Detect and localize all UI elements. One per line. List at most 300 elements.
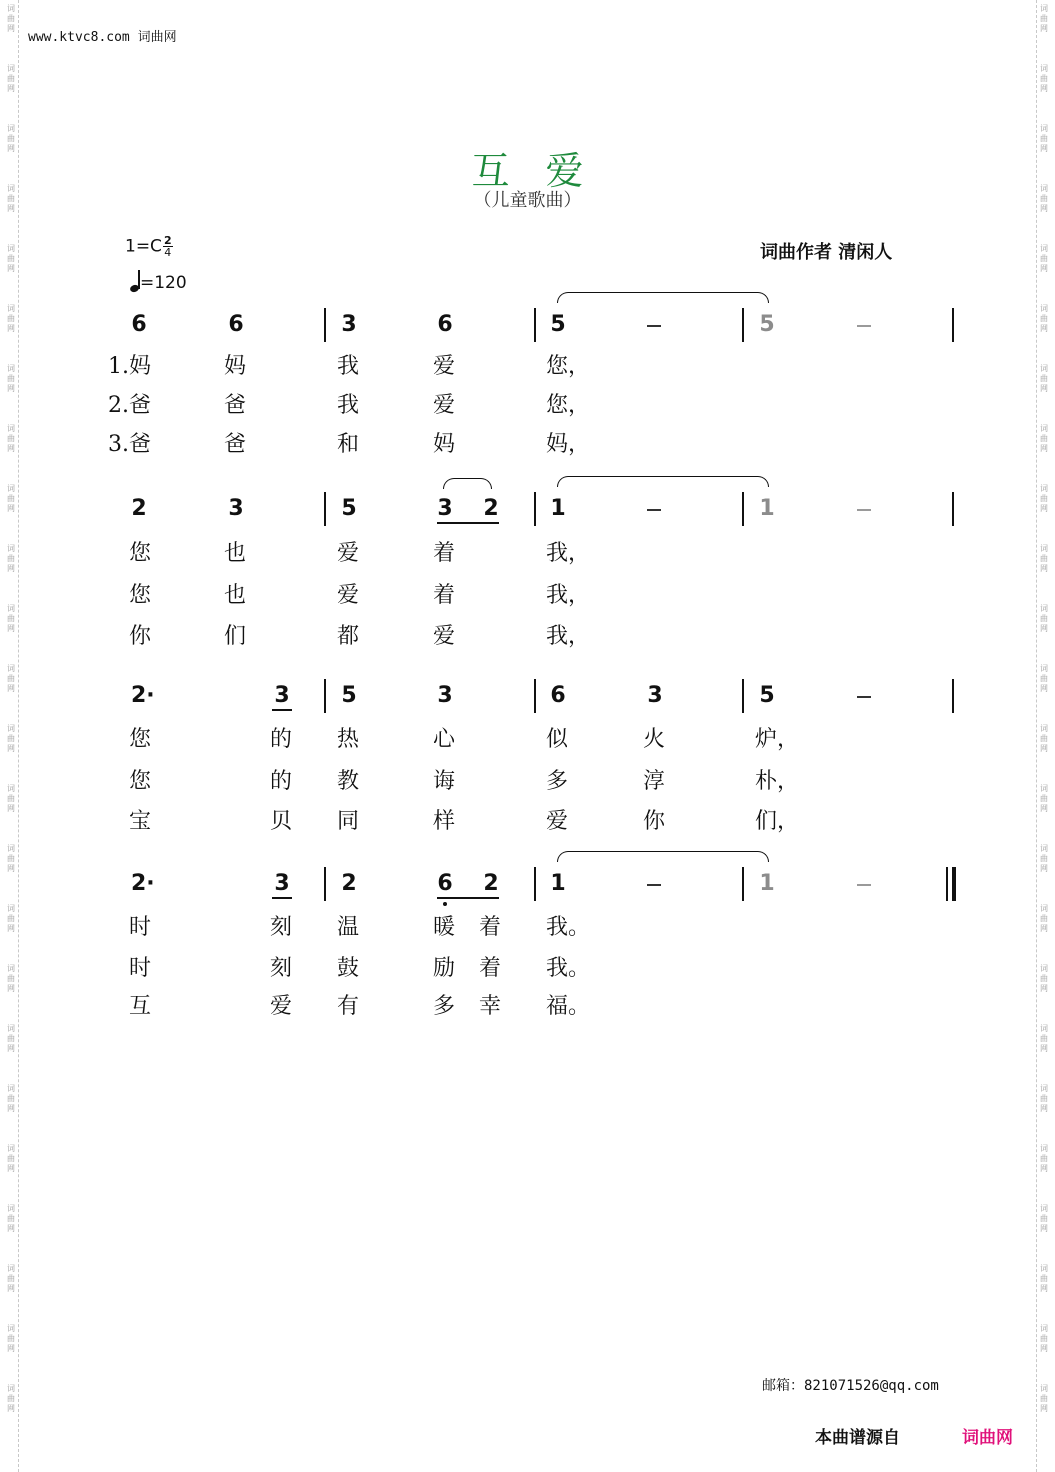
dash [857,696,871,698]
watermark-glyph: 曲 [7,1334,15,1343]
watermark-glyph: 曲 [7,74,15,83]
watermark-glyphs [1037,1380,1051,1440]
note: 5 [759,683,775,708]
note: 5 [759,312,775,337]
note: 3 [437,496,453,521]
brand-link[interactable]: 词曲网 [962,1428,1013,1448]
watermark-glyph: 词 [7,904,15,913]
barline [534,492,536,526]
barline [742,308,744,342]
note: 3 [228,496,244,521]
barline [534,308,536,342]
watermark-glyph: 曲 [1040,1274,1048,1283]
watermark-glyph: 词 [1040,1384,1048,1393]
watermark-glyph: 网 [7,864,15,873]
barline [534,867,536,901]
watermark-glyph: 曲 [1040,974,1048,983]
watermark-glyph: 网 [1040,1164,1048,1173]
watermark-glyphs [4,1140,18,1200]
watermark-glyph: 网 [7,1044,15,1053]
watermark-glyphs [4,1020,18,1080]
watermark-glyph: 曲 [1040,314,1048,323]
tempo-value: =120 [140,273,187,293]
lyric: 妈， [546,432,591,457]
note: 5 [341,683,357,708]
watermark-glyphs [4,420,18,480]
dash [647,884,661,886]
watermark-glyph: 词 [1040,784,1048,793]
site-url[interactable]: www.ktvc8.com 词曲网 [28,30,177,45]
watermark-glyph: 曲 [7,1154,15,1163]
watermark-glyphs [1037,780,1051,840]
watermark-glyph: 词 [7,1264,15,1273]
lyric: 我。 [546,956,591,981]
watermark-glyph: 网 [7,324,15,333]
time-signature [163,235,173,258]
lyric: 温 [337,915,360,940]
barline [324,679,326,713]
lyric: 爸 [224,393,247,418]
key-signature [125,235,173,258]
watermark-glyph: 网 [1040,1104,1048,1113]
lyric: 你 [129,624,152,649]
lyric: 爱 [433,354,456,379]
watermark-glyph: 词 [1040,484,1048,493]
watermark-glyph: 曲 [1040,374,1048,383]
lyric: 我， [546,541,591,566]
watermark-glyph: 网 [1040,984,1048,993]
watermark-glyph: 网 [7,1164,15,1173]
watermark-glyph: 词 [7,364,15,373]
note: 3 [274,683,290,708]
tie [557,476,769,487]
watermark-glyph: 网 [1040,84,1048,93]
watermark-glyph: 网 [1040,444,1048,453]
note: 1 [550,496,566,521]
lyric: 我， [546,624,591,649]
watermark-glyph: 词 [1040,544,1048,553]
barline [952,679,954,713]
key-label: 1=C [125,236,162,257]
watermark-glyph: 词 [7,1024,15,1033]
watermark-glyph: 曲 [7,554,15,563]
lyric: 您 [129,541,152,566]
barline [324,308,326,342]
watermark-glyph: 曲 [1040,1154,1048,1163]
watermark-glyph: 词 [7,1204,15,1213]
lyric: 贝 [270,809,293,834]
watermark-glyph: 词 [1040,1084,1048,1093]
note: 5 [341,496,357,521]
lyric: 互 [129,994,152,1019]
watermark-glyphs [1037,420,1051,480]
note: 2· [131,683,155,708]
watermark-glyph: 网 [7,744,15,753]
watermark-glyph: 词 [1040,64,1048,73]
time-denominator: 4 [164,246,172,259]
sixteenth-underline [272,897,292,899]
lyric: 诲 [433,769,456,794]
watermark-glyph: 网 [7,684,15,693]
watermark-glyph: 曲 [7,1214,15,1223]
lyric: 爱 [337,541,360,566]
lyric: 时 [129,915,152,940]
watermark-glyph: 网 [7,1104,15,1113]
watermark-glyph: 曲 [1040,14,1048,23]
lyric: 爱 [270,994,293,1019]
contact-email[interactable]: 邮箱：821071526@qq.com [762,1378,939,1394]
watermark-glyph: 网 [7,264,15,273]
watermark-glyph: 曲 [1040,614,1048,623]
lyric: 妈 [224,354,247,379]
note: 2· [131,871,155,896]
lyric: 同 [337,809,360,834]
watermark-glyphs [1037,720,1051,780]
watermark-glyph: 词 [7,1384,15,1393]
lyric: 们 [224,624,247,649]
watermark-glyph: 曲 [1040,1334,1048,1343]
lyric: 和 [337,432,360,457]
watermark-glyph: 网 [1040,384,1048,393]
watermark-glyph: 曲 [1040,134,1048,143]
watermark-glyph: 词 [1040,1264,1048,1273]
lyric: 你 [643,809,666,834]
dash [857,325,871,327]
lyric: 多 [546,769,569,794]
watermark-glyph: 曲 [7,1034,15,1043]
barline [324,492,326,526]
watermark-glyph: 网 [1040,1044,1048,1053]
watermark-glyphs [1037,360,1051,420]
watermark-glyph: 词 [1040,844,1048,853]
lyric: 朴， [755,769,800,794]
watermark-glyph: 词 [1040,1144,1048,1153]
watermark-glyphs [1037,0,1051,60]
watermark-glyphs [1037,1320,1051,1380]
watermark-glyph: 词 [1040,424,1048,433]
lyric: 时 [129,956,152,981]
watermark-glyphs [1037,1020,1051,1080]
watermark-glyph: 网 [7,804,15,813]
note: 6 [437,312,453,337]
watermark-glyph: 网 [7,444,15,453]
note: 2 [341,871,357,896]
final-barline-thick [952,867,956,901]
watermark-glyph: 网 [1040,504,1048,513]
lyric: 似 [546,727,569,752]
lyric: 妈 [433,432,456,457]
watermark-glyphs [4,360,18,420]
watermark-glyph: 网 [1040,264,1048,273]
watermark-glyphs [4,540,18,600]
watermark-glyph: 网 [7,384,15,393]
watermark-glyph: 词 [7,1084,15,1093]
lyric: 着 [479,956,502,981]
watermark-glyph: 网 [7,504,15,513]
watermark-glyph: 网 [7,1344,15,1353]
note: 6 [228,312,244,337]
lyric: 的 [270,727,293,752]
note: 2 [131,496,147,521]
composer-credit: 词曲作者 清闲人 [760,242,893,263]
watermark-glyph: 网 [1040,1284,1048,1293]
watermark-glyph: 网 [7,1284,15,1293]
watermark-glyph: 词 [1040,1324,1048,1333]
watermark-glyphs [4,900,18,960]
song-title: 互爱 [471,149,620,193]
watermark-glyph: 词 [7,664,15,673]
watermark-glyph: 曲 [1040,914,1048,923]
watermark-glyph: 曲 [7,1094,15,1103]
watermark-glyph: 曲 [1040,1394,1048,1403]
watermark-glyph: 词 [1040,304,1048,313]
lyric: 炉， [755,727,800,752]
barline [952,308,954,342]
watermark-glyphs [4,1320,18,1380]
watermark-glyph: 曲 [1040,674,1048,683]
lyric: 热 [337,727,360,752]
watermark-glyphs [4,660,18,720]
lyric: 火 [643,727,666,752]
watermark-glyph: 曲 [1040,74,1048,83]
watermark-glyph: 网 [1040,1224,1048,1233]
watermark-glyph: 词 [7,484,15,493]
watermark-glyph: 网 [1040,864,1048,873]
eighth-underline [437,897,499,899]
time-numerator: 2 [163,234,172,247]
lyric: 刻 [270,915,293,940]
lyric: 着 [433,583,456,608]
watermark-glyph: 词 [7,784,15,793]
lyric: 宝 [129,809,152,834]
lyric: 也 [224,541,247,566]
barline [742,679,744,713]
watermark-glyph: 网 [7,564,15,573]
quarter-note-icon [130,270,140,292]
lyric: 心 [433,727,456,752]
lyric: 2.爸 [108,393,151,418]
watermark-glyph: 曲 [7,734,15,743]
lyric: 3.爸 [108,432,151,457]
watermark-glyph: 词 [7,424,15,433]
watermark-glyph: 词 [7,4,15,13]
lyric: 多 [433,994,456,1019]
watermark-glyphs [4,600,18,660]
watermark-glyphs [1037,900,1051,960]
watermark-glyph: 曲 [7,854,15,863]
watermark-glyph: 词 [7,724,15,733]
lyric: 教 [337,769,360,794]
watermark-glyphs [4,300,18,360]
note: 5 [550,312,566,337]
watermark-glyph: 网 [1040,1344,1048,1353]
watermark-glyph: 网 [1040,324,1048,333]
watermark-glyphs [1037,300,1051,360]
barline [742,867,744,901]
lyric: 励 [433,956,456,981]
watermark-glyph: 词 [7,244,15,253]
watermark-glyph: 词 [1040,904,1048,913]
lyric: 们， [755,809,800,834]
watermark-glyph: 曲 [7,14,15,23]
watermark-glyph: 曲 [1040,1094,1048,1103]
watermark-glyph: 网 [1040,924,1048,933]
lyric: 有 [337,994,360,1019]
barline [952,492,954,526]
dash [647,509,661,511]
note: 3 [437,683,453,708]
watermark-glyph: 曲 [7,794,15,803]
note: 3 [274,871,290,896]
watermark-glyphs [4,1080,18,1140]
watermark-glyph: 网 [7,924,15,933]
watermark-glyphs [1037,1260,1051,1320]
lyric: 爸 [224,432,247,457]
lyric: 您 [129,769,152,794]
watermark-glyphs [1037,840,1051,900]
lyric: 的 [270,769,293,794]
lyric: 1.妈 [108,354,151,379]
watermark-glyph: 词 [1040,724,1048,733]
low-octave-dot [443,902,447,906]
watermark-glyph: 曲 [7,134,15,143]
watermark-glyphs [4,480,18,540]
watermark-glyphs [4,720,18,780]
barline [534,679,536,713]
watermark-glyph: 曲 [1040,254,1048,263]
watermark-glyphs [4,1380,18,1440]
watermark-glyphs [4,960,18,1020]
lyric: 我 [337,354,360,379]
watermark-glyph: 曲 [1040,794,1048,803]
watermark-glyph: 词 [1040,1204,1048,1213]
watermark-glyph: 词 [7,304,15,313]
final-barline-thin [946,867,948,901]
watermark-glyph: 网 [1040,804,1048,813]
watermark-left [4,0,19,1472]
lyric: 样 [433,809,456,834]
lyric: 我。 [546,915,591,940]
note: 1 [759,871,775,896]
watermark-glyph: 曲 [1040,1034,1048,1043]
watermark-glyph: 网 [7,1224,15,1233]
watermark-glyph: 曲 [1040,1214,1048,1223]
watermark-glyph: 网 [7,624,15,633]
watermark-glyph: 曲 [7,434,15,443]
watermark-glyph: 曲 [7,254,15,263]
lyric: 鼓 [337,956,360,981]
watermark-glyph: 曲 [1040,554,1048,563]
lyric: 着 [479,915,502,940]
watermark-glyph: 曲 [7,314,15,323]
watermark-glyphs [1037,1140,1051,1200]
watermark-glyph: 曲 [7,374,15,383]
note: 1 [759,496,775,521]
watermark-glyph: 词 [1040,184,1048,193]
watermark-glyph: 曲 [7,1274,15,1283]
watermark-glyphs [4,1200,18,1260]
watermark-glyph: 曲 [1040,434,1048,443]
tie [557,292,769,303]
watermark-glyph: 网 [1040,24,1048,33]
watermark-glyphs [1037,1200,1051,1260]
watermark-glyph: 曲 [7,194,15,203]
eighth-underline [437,522,499,524]
lyric: 您， [546,393,591,418]
watermark-glyph: 网 [1040,204,1048,213]
lyric: 幸 [479,994,502,1019]
lyric: 福。 [546,994,591,1019]
lyric: 刻 [270,956,293,981]
lyric: 也 [224,583,247,608]
watermark-glyph: 词 [7,124,15,133]
watermark-glyph: 词 [7,844,15,853]
watermark-glyph: 词 [1040,364,1048,373]
watermark-glyph: 词 [1040,604,1048,613]
note: 6 [550,683,566,708]
watermark-right [1036,0,1051,1472]
tie [557,851,769,862]
note: 1 [550,871,566,896]
watermark-glyphs [1037,60,1051,120]
watermark-glyphs [1037,540,1051,600]
note: 3 [341,312,357,337]
barline [742,492,744,526]
watermark-glyph: 曲 [7,674,15,683]
watermark-glyphs [4,780,18,840]
note: 6 [437,871,453,896]
watermark-glyph: 网 [1040,624,1048,633]
lyric: 爱 [546,809,569,834]
watermark-glyph: 词 [1040,124,1048,133]
tempo-marking [130,270,187,293]
lyric: 爱 [433,393,456,418]
lyric: 爱 [337,583,360,608]
watermark-glyph: 曲 [1040,494,1048,503]
watermark-glyphs [4,0,18,60]
watermark-glyph: 词 [7,1324,15,1333]
watermark-glyph: 词 [7,604,15,613]
note: 2 [483,871,499,896]
watermark-glyph: 曲 [1040,734,1048,743]
lyric: 您 [129,583,152,608]
note: 3 [647,683,663,708]
watermark-glyph: 词 [1040,244,1048,253]
watermark-glyph: 词 [7,544,15,553]
watermark-glyphs [1037,960,1051,1020]
watermark-glyphs [1037,480,1051,540]
watermark-glyph: 曲 [7,1394,15,1403]
sixteenth-underline [272,709,292,711]
dash [857,509,871,511]
watermark-glyph: 网 [1040,144,1048,153]
lyric: 您， [546,354,591,379]
lyric: 爱 [433,624,456,649]
song-subtitle: （儿童歌曲） [473,190,582,211]
source-label: 本曲谱源自 [815,1428,900,1448]
watermark-glyphs [1037,600,1051,660]
watermark-glyph: 网 [7,24,15,33]
watermark-glyphs [4,240,18,300]
watermark-glyph: 词 [7,64,15,73]
watermark-glyph: 曲 [7,614,15,623]
watermark-glyph: 曲 [1040,194,1048,203]
note: 2 [483,496,499,521]
lyric: 我， [546,583,591,608]
watermark-glyph: 曲 [7,974,15,983]
watermark-glyphs [1037,660,1051,720]
watermark-glyph: 网 [7,984,15,993]
